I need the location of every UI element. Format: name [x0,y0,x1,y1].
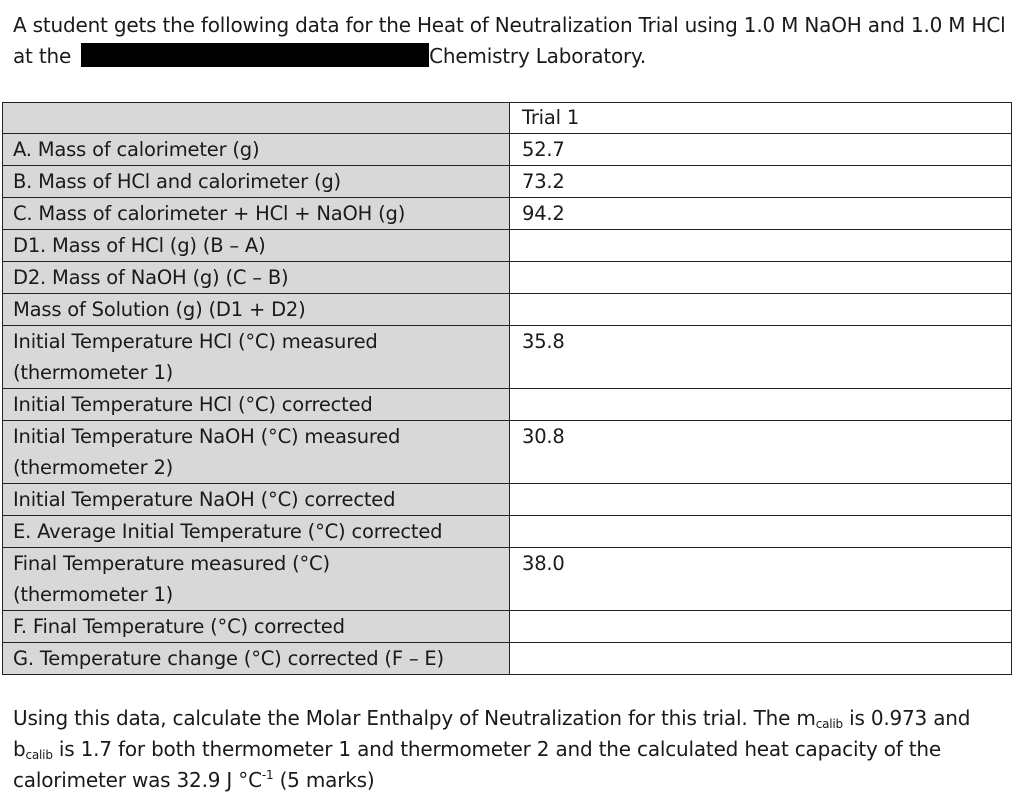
row-label-cell [3,643,510,675]
table-row [3,134,1012,166]
row-value-cell [510,611,1012,643]
row-label-cell [3,294,510,326]
row-value-cell: 73.2 [510,166,1012,198]
row-label-line2: (thermometer 2) [13,456,174,479]
row-label: A. Mass of calorimeter (g) [13,138,260,161]
question-text-1: Using this data, calculate the Molar Enthalpy of Neutralization for this trial. The m [13,706,816,730]
table-header-row [3,103,1012,134]
row-label-cell [3,326,510,389]
row-value-cell: 94.2 [510,198,1012,230]
question-text-2: is 0.973 and b [13,706,971,761]
row-label: Initial Temperature NaOH (°C) corrected [13,488,396,511]
table-row [3,166,1012,198]
table-row [3,262,1012,294]
row-label: Initial Temperature HCl (°C) corrected [13,393,373,416]
header-label-cell [3,103,510,134]
row-label: Mass of Solution (g) (D1 + D2) [13,298,306,321]
intro-text: A student gets the following data for the Heat of Neutralization Trial using 1.0 M NaOH and 1.0 M HCl at the [13,13,1006,68]
question-text-4: (5 marks) [273,768,375,792]
table-row [3,389,1012,421]
row-value-cell [510,484,1012,516]
row-label-cell [3,548,510,611]
b-calib-subscript: calib [25,748,53,762]
table-row [3,643,1012,675]
row-label-cell [3,198,510,230]
row-label: D1. Mass of HCl (g) (B – A) [13,234,266,257]
row-value-cell [510,262,1012,294]
row-label-cell [3,421,510,484]
table-row [3,484,1012,516]
table-row [3,548,1012,611]
row-label: E. Average Initial Temperature (°C) corrected [13,520,443,543]
row-label: G. Temperature change (°C) corrected (F – E) [13,647,444,670]
unit-exponent: -1 [261,768,274,782]
table-row [3,611,1012,643]
table-row [3,421,1012,484]
row-label: B. Mass of HCl and calorimeter (g) [13,170,341,193]
row-label-cell [3,230,510,262]
row-value-cell [510,389,1012,421]
row-label-cell [3,166,510,198]
table-row [3,198,1012,230]
row-label-cell [3,611,510,643]
m-calib-subscript: calib [815,717,843,731]
row-label-cell [3,389,510,421]
row-value-cell [510,516,1012,548]
data-table [2,102,1012,675]
row-label-cell [3,516,510,548]
row-label-cell [3,484,510,516]
row-label: Initial Temperature HCl (°C) measured [13,330,378,353]
row-label-line2: (thermometer 1) [13,583,174,606]
row-value-cell [510,294,1012,326]
row-value-cell: 35.8 [510,326,1012,389]
row-label: D2. Mass of NaOH (g) (C – B) [13,266,289,289]
row-label: Final Temperature measured (°C) [13,552,330,575]
row-label-line2: (thermometer 1) [13,361,174,384]
row-value-cell: 38.0 [510,548,1012,611]
row-label: F. Final Temperature (°C) corrected [13,615,345,638]
row-value-cell: 52.7 [510,134,1012,166]
row-value-cell [510,230,1012,262]
table-row [3,326,1012,389]
intro-text-end: Chemistry Laboratory. [429,44,646,68]
table-row [3,516,1012,548]
row-label: C. Mass of calorimeter + HCl + NaOH (g) [13,202,406,225]
header-trial-cell: Trial 1 [510,103,1012,134]
row-label: Initial Temperature NaOH (°C) measured [13,425,401,448]
table-row [3,294,1012,326]
question-text-3: is 1.7 for both thermometer 1 and thermometer 2 and the calculated heat capacity of the calorimeter was 32.9 J °C [13,737,942,792]
row-value-cell: 30.8 [510,421,1012,484]
row-value-cell [510,643,1012,675]
redaction-bar [81,43,429,67]
row-label-cell [3,134,510,166]
intro-paragraph [13,10,1013,72]
table-row [3,230,1012,262]
question-paragraph [13,703,1013,796]
row-label-cell [3,262,510,294]
